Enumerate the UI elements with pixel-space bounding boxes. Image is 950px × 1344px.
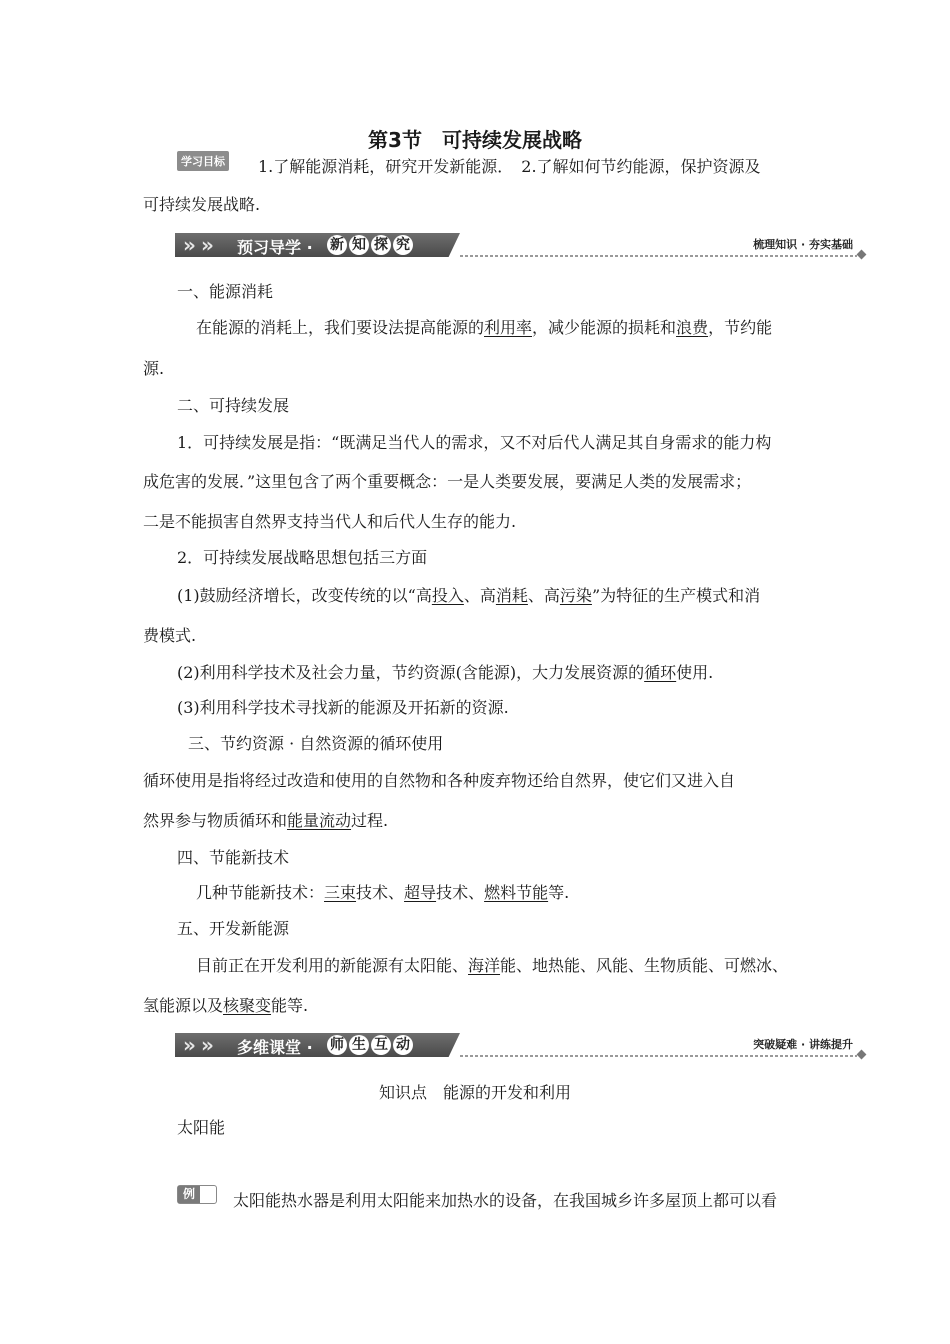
paragraph-line: 2．可持续发展战略思想包括三方面 [177,548,428,567]
underlined-term: 浪费 [676,318,709,337]
banner-rule [460,1055,857,1057]
paragraph-line: 费模式. [143,626,197,645]
paragraph-line: 循环使用是指将经过改造和使用的自然物和各种废弃物还给自然界，使它们又进入自 [143,771,736,790]
underlined-term: 污染 [559,586,592,605]
paragraph [196,880,569,903]
text: 氢能源以及 [143,996,224,1015]
paragraph [143,993,308,1016]
banner-pill: 知 [349,235,369,255]
banner-pill: 动 [393,1035,413,1055]
example-badge [177,1185,217,1204]
text: ，节约能 [708,318,773,337]
learning-goals-line2: 可持续发展战略. [143,195,261,214]
chevron-right-icon: » [183,233,196,257]
banner-rule [460,255,857,257]
banner-title: 预习导学 · [237,238,313,257]
underlined-term: 超导 [404,883,437,902]
banner-pill: 互 [371,1035,391,1055]
example-text: 太阳能热水器是利用太阳能来加热水的设备，在我国城乡许多屋顶上都可以看 [233,1191,778,1210]
text: 能等. [271,996,309,1015]
knowledge-point-title: 知识点 能源的开发和利用 [378,1083,571,1102]
text: 等. [548,883,570,902]
text: (2)利用科学技术及社会力量，节约资源(含能源)，大力发展资源的 [177,663,645,682]
banner-pill: 生 [349,1035,369,1055]
banner-subtitle: 突破疑难 · 讲练提升 [753,1038,853,1051]
banner-subtitle: 梳理知识 · 夯实基础 [753,238,853,251]
text: 、高 [463,586,496,605]
paragraph-line: 成危害的发展．”这里包含了两个重要概念：一是人类要发展，要满足人类的发展需求； [143,472,752,491]
paragraph-line: (3)利用科学技术寻找新的能源及开拓新的资源. [177,698,509,717]
underlined-term: 三束 [324,883,357,902]
text: 然界参与物质循环和 [143,811,288,830]
text: (1)鼓励经济增长，改变传统的以“高 [177,586,432,605]
text: 、高 [527,586,560,605]
underlined-term: 燃料节能 [484,883,549,902]
text: 目前正在开发利用的新能源有太阳能、 [196,956,469,975]
section-heading: 四、节能新技术 [177,848,290,867]
text: 能、地热能、风能、生物质能、可燃冰、 [500,956,789,975]
text: 使用. [676,663,714,682]
learning-goals-line1: 1.了解能源消耗，研究开发新能源． 2.了解如何节约能源，保护资源及 [258,157,761,176]
paragraph-line: 源. [143,359,165,378]
banner-pill: 探 [371,235,391,255]
example-tag [177,1185,217,1208]
text: 在能源的消耗上，我们要设法提高能源的 [196,318,485,337]
banner-bar [175,1033,460,1057]
paragraph [196,315,772,338]
paragraph [177,583,760,606]
text: ，减少能源的损耗和 [532,318,677,337]
diamond-icon [857,1050,867,1060]
paragraph-line: 1．可持续发展是指：“既满足当代人的需求，又不对后代人满足其自身需求的能力构 [177,433,772,452]
paragraph [177,660,713,683]
banner-pill: 究 [393,235,413,255]
paragraph-line: 二是不能损害自然界支持当代人和后代人生存的能力. [143,512,517,531]
underlined-term: 消耗 [495,586,528,605]
preview-banner [175,233,865,257]
subsection-heading: 太阳能 [177,1118,226,1137]
section-heading: 三、节约资源 · 自然资源的循环使用 [188,734,444,753]
banner-bar [175,233,460,257]
underlined-term: 循环 [644,663,677,682]
section-heading: 一、能源消耗 [177,282,274,301]
learning-goals-label: 学习目标 [177,151,229,171]
banner-pill: 师 [327,1035,347,1055]
underlined-term: 海洋 [468,956,501,975]
chevron-right-icon: » [201,233,214,257]
underlined-term: 投入 [431,586,464,605]
paragraph [196,953,788,976]
banner-pill: 新 [327,235,347,255]
underlined-term: 能量流动 [287,811,352,830]
section-heading: 五、开发新能源 [177,919,290,938]
underlined-term: 利用率 [484,318,533,337]
learning-goals-tag [177,150,229,171]
banner-pills [327,1035,413,1055]
banner-pills [327,235,413,255]
chevron-right-icon: » [201,1033,214,1057]
banner-title: 多维课堂 · [237,1038,313,1057]
text: 技术、 [436,883,485,902]
section-heading: 二、可持续发展 [177,396,290,415]
text: 技术、 [356,883,405,902]
text: 过程. [351,811,389,830]
classroom-banner [175,1033,865,1057]
chevron-right-icon: » [183,1033,196,1057]
underlined-term: 核聚变 [223,996,272,1015]
page-title: 第3节 可持续发展战略 [368,128,582,152]
example-label: 例 [178,1186,200,1203]
text: 几种节能新技术： [196,883,325,902]
paragraph [143,808,388,831]
text: ”为特征的生产模式和消 [591,586,761,605]
diamond-icon [857,250,867,260]
